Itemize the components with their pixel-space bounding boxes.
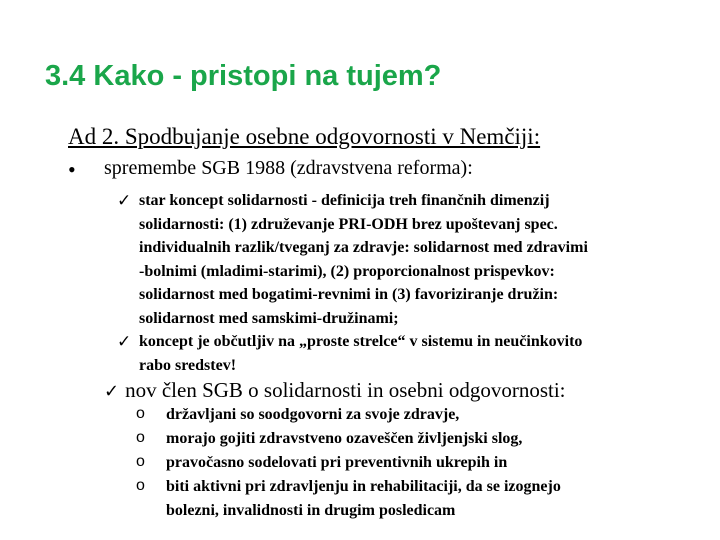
- bullet-text: spremembe SGB 1988 (zdravstvena reforma):: [104, 157, 473, 179]
- check-item-2-line: koncept je občutljiv na „proste strelce“ v sistemu in neučinkovito: [139, 333, 583, 350]
- checkmark-icon: ✓: [117, 191, 132, 211]
- sub-item: morajo gojiti zdravstveno ozaveščen življenjski slog,: [166, 430, 523, 447]
- circle-bullet-icon: o: [136, 477, 145, 494]
- check-item-1-line: solidarnost med bogatimi-revnimi in (3) favoriziranje družin:: [139, 286, 559, 303]
- section-heading: Ad 2. Spodbujanje osebne odgovornosti v Nemčiji:: [68, 124, 541, 149]
- sub-item: državljani so soodgovorni za svoje zdravje,: [166, 406, 460, 423]
- check-item-2: [139, 330, 582, 377]
- sub-item-continuation: bolezni, invalidnosti in drugim posledicam: [166, 502, 456, 519]
- sub-item: pravočasno sodelovati pri preventivnih ukrepih in: [166, 454, 508, 471]
- check-item-1-line: solidarnosti: (1) združevanje PRI-ODH brez upoštevanj spec.: [139, 215, 558, 233]
- circle-bullet-icon: o: [136, 405, 145, 422]
- check-item-1-line: star koncept solidarnosti - definicija treh finančnih dimenzij: [139, 192, 550, 209]
- page-title: 3.4 Kako - pristopi na tujem?: [45, 60, 442, 92]
- circle-bullet-icon: o: [136, 453, 145, 470]
- bullet-marker: •: [68, 157, 76, 182]
- check-item-2-line: rabo sredstev!: [139, 356, 237, 374]
- check-item-1-line: -bolnimi (mladimi-starimi), (2) proporcionalnost prispevkov:: [139, 262, 555, 280]
- check-item-1-line: solidarnost med samskimi-družinami;: [139, 309, 399, 327]
- nov-clen-text: nov člen SGB o solidarnosti in osebni odgovornosti:: [125, 378, 566, 402]
- nov-clen-item: [104, 378, 566, 403]
- check-item-1-line: individualnih razlik/tveganj za zdravje: solidarnost med zdravimi: [139, 239, 588, 256]
- sub-item: biti aktivni pri zdravljenju in rehabilitaciji, da se izognejo: [166, 478, 561, 495]
- checkmark-icon: ✓: [117, 332, 132, 352]
- circle-bullet-icon: o: [136, 429, 145, 446]
- checkmark-icon: ✓: [104, 381, 120, 402]
- check-item-1: [139, 189, 588, 330]
